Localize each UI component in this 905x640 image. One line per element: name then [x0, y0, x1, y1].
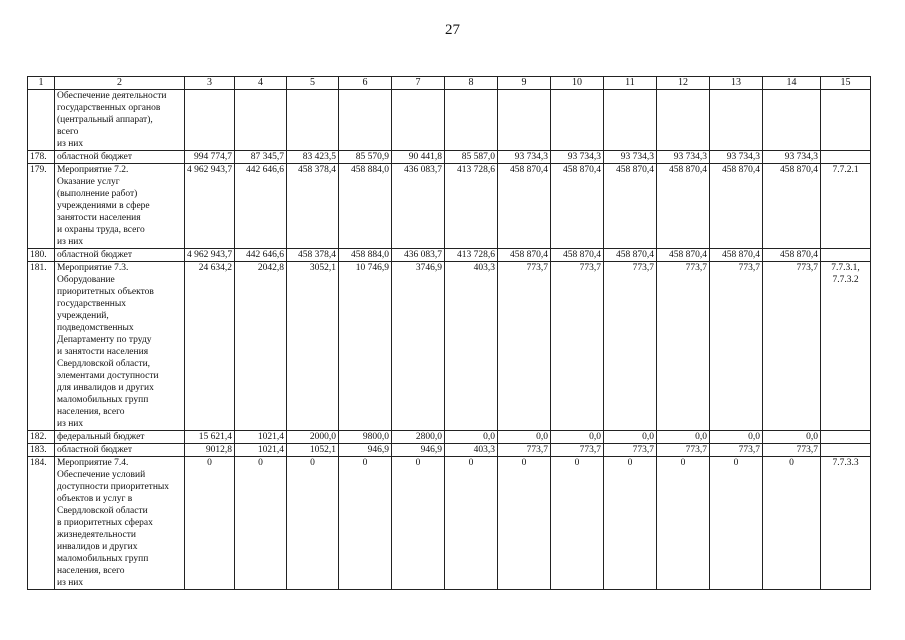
column-number-11: 11 [604, 77, 657, 90]
table-row [28, 90, 871, 151]
value-cell: 773,7 [551, 444, 604, 457]
value-cell: 0 [287, 457, 339, 590]
target-code-line: 7.7.3.1, [831, 263, 860, 273]
value-cell [657, 90, 710, 151]
column-number-3: 3 [185, 77, 235, 90]
column-number-14: 14 [763, 77, 821, 90]
row-name-cell [55, 431, 185, 444]
value-cell: 458 870,4 [498, 249, 551, 262]
value-cell: 0 [551, 457, 604, 590]
row-name-line: жизнедеятельности [57, 530, 136, 540]
row-name-line: всего [57, 127, 79, 137]
target-code-cell [821, 90, 871, 151]
column-number-row [28, 77, 871, 90]
table-row [28, 249, 871, 262]
value-cell: 413 728,6 [445, 249, 498, 262]
target-code-cell [821, 262, 871, 431]
value-cell: 93 734,3 [498, 151, 551, 164]
value-cell: 0 [604, 457, 657, 590]
value-cell: 436 083,7 [392, 249, 445, 262]
column-number-2: 2 [55, 77, 185, 90]
row-name-line: Мероприятие 7.3. [57, 263, 129, 273]
row-name-line: (выполнение работ) [57, 189, 138, 199]
row-name-line: Свердловской области, [57, 359, 151, 369]
row-name-line: (центральный аппарат), [57, 115, 153, 125]
value-cell: 1052,1 [287, 444, 339, 457]
value-cell: 458 870,4 [657, 164, 710, 249]
table-row [28, 457, 871, 590]
value-cell: 773,7 [498, 444, 551, 457]
row-name-line: из них [57, 139, 84, 149]
value-cell [185, 90, 235, 151]
row-name-line: маломобильных групп [57, 395, 149, 405]
value-cell: 442 646,6 [235, 249, 287, 262]
value-cell: 458 870,4 [657, 249, 710, 262]
row-name-line: для инвалидов и других [57, 383, 154, 393]
row-name-line: Мероприятие 7.4. [57, 458, 129, 468]
row-number-cell: 179. [28, 164, 55, 249]
value-cell: 0,0 [763, 431, 821, 444]
value-cell: 0,0 [498, 431, 551, 444]
value-cell: 458 870,4 [763, 249, 821, 262]
value-cell: 0,0 [604, 431, 657, 444]
target-code-cell [821, 164, 871, 249]
row-name-line: Департаменту по труду [57, 335, 152, 345]
value-cell [235, 90, 287, 151]
table-row [28, 262, 871, 431]
row-name-line: приоритетных объектов [57, 287, 154, 297]
row-name-cell [55, 249, 185, 262]
value-cell: 773,7 [763, 444, 821, 457]
value-cell: 3746,9 [392, 262, 445, 431]
row-name-line: из них [57, 578, 84, 588]
row-number-cell: 183. [28, 444, 55, 457]
row-name-line: Оборудование [57, 275, 115, 285]
value-cell: 994 774,7 [185, 151, 235, 164]
row-name-cell [55, 151, 185, 164]
value-cell: 773,7 [551, 262, 604, 431]
value-cell: 4 962 943,7 [185, 164, 235, 249]
value-cell: 90 441,8 [392, 151, 445, 164]
column-number-9: 9 [498, 77, 551, 90]
value-cell [287, 90, 339, 151]
value-cell [710, 90, 763, 151]
column-number-10: 10 [551, 77, 604, 90]
value-cell: 0,0 [551, 431, 604, 444]
value-cell [604, 90, 657, 151]
row-name-cell [55, 90, 185, 151]
column-number-8: 8 [445, 77, 498, 90]
value-cell: 458 870,4 [498, 164, 551, 249]
row-name-line: маломобильных групп [57, 554, 149, 564]
column-number-6: 6 [339, 77, 392, 90]
value-cell: 403,3 [445, 444, 498, 457]
row-name-cell [55, 262, 185, 431]
row-name-line: Обеспечение деятельности [57, 91, 167, 101]
value-cell: 83 423,5 [287, 151, 339, 164]
row-name-cell [55, 164, 185, 249]
value-cell: 15 621,4 [185, 431, 235, 444]
row-name-cell [55, 444, 185, 457]
row-name-line: и занятости населения [57, 347, 149, 357]
value-cell: 0 [235, 457, 287, 590]
table-row [28, 164, 871, 249]
value-cell: 458 884,0 [339, 249, 392, 262]
column-number-15: 15 [821, 77, 871, 90]
target-code-cell [821, 431, 871, 444]
budget-table-container [27, 76, 870, 590]
column-number-12: 12 [657, 77, 710, 90]
value-cell: 9800,0 [339, 431, 392, 444]
value-cell: 0,0 [657, 431, 710, 444]
value-cell: 0 [763, 457, 821, 590]
value-cell: 85 587,0 [445, 151, 498, 164]
value-cell: 946,9 [339, 444, 392, 457]
value-cell: 773,7 [657, 262, 710, 431]
value-cell [763, 90, 821, 151]
value-cell [339, 90, 392, 151]
value-cell: 24 634,2 [185, 262, 235, 431]
value-cell: 93 734,3 [710, 151, 763, 164]
row-name-line: занятости населения [57, 213, 141, 223]
value-cell: 442 646,6 [235, 164, 287, 249]
value-cell [445, 90, 498, 151]
value-cell: 0 [657, 457, 710, 590]
value-cell: 9012,8 [185, 444, 235, 457]
value-cell: 3052,1 [287, 262, 339, 431]
row-number-cell: 184. [28, 457, 55, 590]
value-cell: 436 083,7 [392, 164, 445, 249]
value-cell: 0,0 [445, 431, 498, 444]
row-name-line: учреждениями в сфере [57, 201, 150, 211]
row-name-line: объектов и услуг в [57, 494, 133, 504]
column-number-5: 5 [287, 77, 339, 90]
row-name-line: федеральный бюджет [57, 432, 145, 442]
value-cell: 458 870,4 [710, 249, 763, 262]
value-cell: 0 [185, 457, 235, 590]
value-cell: 10 746,9 [339, 262, 392, 431]
target-code-cell [821, 444, 871, 457]
row-name-line: Мероприятие 7.2. [57, 165, 129, 175]
row-name-line: и охраны труда, всего [57, 225, 145, 235]
value-cell: 773,7 [710, 444, 763, 457]
value-cell: 773,7 [604, 262, 657, 431]
value-cell: 413 728,6 [445, 164, 498, 249]
row-number-cell [28, 90, 55, 151]
value-cell: 2042,8 [235, 262, 287, 431]
page-number: 27 [445, 22, 460, 38]
row-name-line: Обеспечение условий [57, 470, 146, 480]
value-cell: 403,3 [445, 262, 498, 431]
table-row [28, 431, 871, 444]
value-cell: 458 870,4 [551, 164, 604, 249]
table-row [28, 151, 871, 164]
row-name-line: элементами доступности [57, 371, 159, 381]
value-cell: 85 570,9 [339, 151, 392, 164]
row-name-line: государственных [57, 299, 127, 309]
value-cell [392, 90, 445, 151]
value-cell: 2000,0 [287, 431, 339, 444]
value-cell: 0 [392, 457, 445, 590]
value-cell: 0 [710, 457, 763, 590]
value-cell: 458 884,0 [339, 164, 392, 249]
value-cell: 458 870,4 [763, 164, 821, 249]
row-name-line: Оказание услуг [57, 177, 120, 187]
value-cell: 93 734,3 [657, 151, 710, 164]
value-cell: 0 [498, 457, 551, 590]
value-cell: 773,7 [763, 262, 821, 431]
row-name-cell [55, 457, 185, 590]
row-number-cell: 181. [28, 262, 55, 431]
value-cell: 93 734,3 [763, 151, 821, 164]
row-name-line: учреждений, [57, 311, 109, 321]
row-number-cell: 182. [28, 431, 55, 444]
row-name-line: областной бюджет [57, 250, 133, 260]
row-name-line: государственных органов [57, 103, 161, 113]
value-cell: 1021,4 [235, 431, 287, 444]
column-number-4: 4 [235, 77, 287, 90]
budget-table [27, 76, 871, 590]
value-cell: 773,7 [498, 262, 551, 431]
value-cell: 458 870,4 [710, 164, 763, 249]
value-cell: 458 378,4 [287, 164, 339, 249]
value-cell: 946,9 [392, 444, 445, 457]
column-number-7: 7 [392, 77, 445, 90]
row-name-line: в приоритетных сферах [57, 518, 153, 528]
value-cell: 458 378,4 [287, 249, 339, 262]
column-number-13: 13 [710, 77, 763, 90]
value-cell [498, 90, 551, 151]
row-name-line: населения, всего [57, 566, 125, 576]
row-name-line: подведомственных [57, 323, 134, 333]
target-code-line: 7.7.3.3 [832, 458, 859, 468]
row-number-cell: 180. [28, 249, 55, 262]
target-code-line: 7.7.2.1 [832, 165, 859, 175]
column-number-1: 1 [28, 77, 55, 90]
row-name-line: из них [57, 237, 84, 247]
value-cell: 2800,0 [392, 431, 445, 444]
value-cell: 458 870,4 [604, 249, 657, 262]
value-cell: 458 870,4 [604, 164, 657, 249]
row-name-line: областной бюджет [57, 152, 133, 162]
value-cell: 0,0 [710, 431, 763, 444]
target-code-cell [821, 457, 871, 590]
target-code-line: 7.7.3.2 [832, 275, 859, 285]
target-code-cell [821, 151, 871, 164]
value-cell: 773,7 [657, 444, 710, 457]
value-cell: 1021,4 [235, 444, 287, 457]
target-code-cell [821, 249, 871, 262]
value-cell: 773,7 [604, 444, 657, 457]
value-cell: 93 734,3 [551, 151, 604, 164]
table-row [28, 444, 871, 457]
row-name-line: инвалидов и других [57, 542, 138, 552]
row-name-line: доступности приоритетных [57, 482, 170, 492]
row-name-line: Свердловской области [57, 506, 148, 516]
value-cell: 87 345,7 [235, 151, 287, 164]
value-cell: 0 [445, 457, 498, 590]
row-name-line: из них [57, 419, 84, 429]
value-cell: 4 962 943,7 [185, 249, 235, 262]
value-cell [551, 90, 604, 151]
row-number-cell: 178. [28, 151, 55, 164]
value-cell: 93 734,3 [604, 151, 657, 164]
row-name-line: областной бюджет [57, 445, 133, 455]
value-cell: 0 [339, 457, 392, 590]
value-cell: 773,7 [710, 262, 763, 431]
value-cell: 458 870,4 [551, 249, 604, 262]
row-name-line: населения, всего [57, 407, 125, 417]
